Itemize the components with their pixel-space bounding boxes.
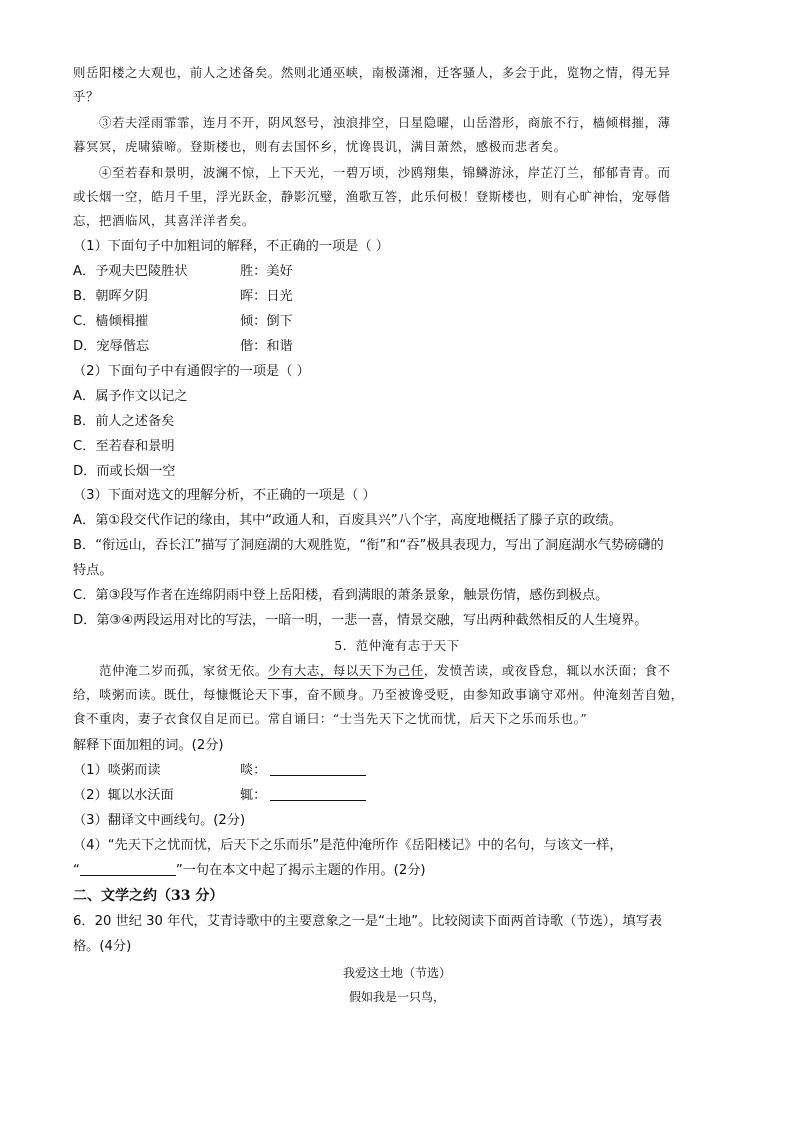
- passage-text: 范仲淹二岁而孤，家贫无依。: [99, 663, 268, 678]
- passage-line: 或长烟一空，皓月千里，浮光跃金，静影沉璧，渔歌互答，此乐何极！登斯楼也，则有心旷神怡，宠辱偕: [73, 189, 671, 204]
- passage-line: 则岳阳楼之大观也，前人之述备矣。然则北通巫峡，南极潇湘，迁客骚人，多会于此，览物之情，得无异: [73, 65, 671, 80]
- section-5-question-2: [73, 784, 724, 808]
- question-2-option-c: C．至若春和景明: [73, 439, 175, 454]
- answer-blank[interactable]: [270, 761, 366, 776]
- passage-line: 暮冥冥，虎啸猿啼。登斯楼也，则有去国怀乡，忧谗畏讥，满目萧然，感极而悲者矣。: [73, 139, 567, 154]
- option-gloss: 偕：和谐: [240, 339, 293, 354]
- section-5-passage: [73, 659, 724, 683]
- question-2-option-a: A．属予作文以记之: [73, 389, 188, 404]
- section-5-title: 5．范仲淹有志于天下: [334, 638, 460, 653]
- passage-line: 给，啖粥而读。既仕，每慷慨论天下事，奋不顾身。乃至被谗受贬，由参知政事谪守邓州。仲淹刻苦自勉，: [73, 687, 684, 702]
- question-3-option-a: A．第①段交代作记的缘由，其中“政通人和，百废具兴”八个字，高度地概括了滕子京的政绩。: [73, 513, 622, 528]
- question-text: ”一句在本文中起了揭示主题的作用。(2分): [175, 863, 426, 878]
- option-gloss: 晖：日光: [240, 289, 293, 304]
- question-2-option-d: D．而或长烟一空: [73, 464, 176, 479]
- poem-title: 我爱这土地（节选）: [342, 966, 451, 980]
- section-2-heading: 二、文学之约（33 分）: [73, 888, 224, 904]
- section-5-question-1: [73, 759, 724, 783]
- question-1-option-d: [73, 335, 724, 359]
- passage-line: 食不重肉，妻子衣食仅自足而已。常自诵曰：“士当先天下之忧而忧，后天下之乐而乐也。”: [73, 711, 588, 726]
- option-text: D．宠辱偕忘: [73, 339, 150, 354]
- option-gloss: 胜：美好: [240, 264, 293, 279]
- answer-blank[interactable]: [270, 786, 366, 801]
- passage-paragraph-4: ④至若春和景明，波澜不惊，上下天光，一碧万顷，沙鸥翔集，锦鳞游泳，岸芷汀兰，郁郁青青。而: [99, 165, 671, 180]
- question-3-option-c: C．第③段写作者在连绵阴雨中登上岳阳楼，看到满眼的萧条景象，触景伤情，感伤到极点。: [73, 588, 609, 603]
- option-text: B．朝晖夕阴: [73, 289, 148, 304]
- answer-slot: [240, 784, 366, 808]
- answer-slot: [240, 759, 366, 783]
- passage-paragraph-3: ③若夫淫雨霏霏，连月不开，阴风怒号，浊浪排空，日星隐曜，山岳潜形，商旅不行，樯倾楫摧，薄: [99, 115, 671, 130]
- option-text: A．予观夫巴陵胜状: [73, 264, 188, 279]
- option-text: C．樯倾楫摧: [73, 314, 149, 329]
- section-5-question-4: （4）“先天下之忧而忧，后天下之乐而乐”是范仲淹所作《岳阳楼记》中的名句，与该文一样，: [73, 838, 623, 853]
- poem-line: 假如我是一只鸟，: [348, 990, 445, 1004]
- question-3-option-d: D．第③④两段运用对比的写法，一暗一明，一悲一喜，情景交融，写出两种截然相反的人生境界。: [73, 613, 648, 628]
- passage-line: 忘，把酒临风，其喜洋洋者矣。: [73, 213, 255, 228]
- question-6-stem: 6．20 世纪 30 年代，艾青诗歌中的主要意象之一是“土地”。比较阅读下面两首诗歌（节选），填写表: [73, 914, 663, 929]
- passage-text: ，发愤苦读，或夜昏怠，辄以水沃面；食不: [423, 663, 671, 678]
- underlined-sentence: 少有大志，每以天下为己任: [267, 663, 424, 678]
- question-3-option-b: B．“衔远山，吞长江”描写了洞庭湖的大观胜览，“衔”和“吞”极具表现力，写出了洞庭湖水气势磅礴的: [73, 538, 664, 553]
- question-1-stem: （1）下面句子中加粗词的解释，不正确的一项是（ ）: [73, 239, 389, 254]
- answer-label: 啖：: [240, 763, 267, 778]
- question-2-option-b: B．前人之述备矣: [73, 414, 175, 429]
- question-1-option-a: [73, 260, 724, 284]
- section-5-question-3: （3）翻译文中画线句。(2分): [73, 813, 246, 828]
- section-5-instruction: 解释下面加粗的词。(2分): [73, 738, 224, 753]
- question-6-stem-cont: 格。(4分): [73, 939, 132, 954]
- question-text: （2）辄以水沃面: [73, 788, 174, 803]
- question-3-stem: （3）下面对选文的理解分析，不正确的一项是（ ）: [73, 488, 376, 503]
- section-5-question-4-cont: [73, 859, 724, 883]
- quote-open: “: [73, 863, 80, 878]
- answer-label: 辄：: [240, 788, 267, 803]
- question-text: （1）啖粥而读: [73, 763, 161, 778]
- option-gloss: 倾：倒下: [240, 314, 293, 329]
- passage-line: 乎？: [73, 89, 99, 104]
- question-2-stem: （2）下面句子中有通假字的一项是（ ）: [73, 364, 310, 379]
- question-1-option-b: [73, 285, 724, 309]
- answer-blank[interactable]: [80, 861, 176, 876]
- question-3-option-b-cont: 特点。: [73, 563, 113, 578]
- question-1-option-c: [73, 310, 724, 334]
